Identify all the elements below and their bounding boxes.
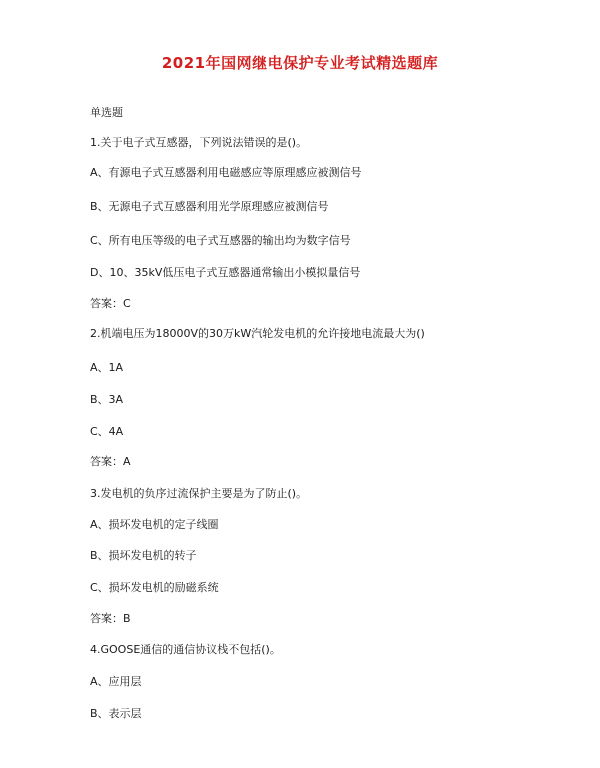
- question-2: 2.机端电压为18000V的30万kW汽轮发电机的允许接地电流最大为(): [90, 327, 425, 340]
- document-title: 2021年国网继电保护专业考试精选题库: [161, 54, 439, 72]
- question-1: 1.关于电子式互感器，下列说法错误的是()。: [90, 136, 308, 149]
- q1-option-c: C、所有电压等级的电子式互感器的输出均为数字信号: [90, 234, 351, 247]
- question-4: 4.GOOSE通信的通信协议栈不包括()。: [90, 643, 281, 656]
- q1-option-d: D、10、35kV低压电子式互感器通常输出小模拟量信号: [90, 266, 361, 279]
- q2-option-c: C、4A: [90, 425, 124, 438]
- q3-option-a: A、损坏发电机的定子线圈: [90, 518, 219, 531]
- q1-option-b: B、无源电子式互感器利用光学原理感应被测信号: [90, 200, 329, 213]
- q1-option-a: A、有源电子式互感器利用电磁感应等原理感应被测信号: [90, 166, 362, 179]
- q3-option-b: B、损坏发电机的转子: [90, 549, 197, 562]
- q4-option-a: A、应用层: [90, 675, 142, 688]
- q2-option-a: A、1A: [90, 361, 124, 374]
- q4-option-b: B、表示层: [90, 707, 142, 720]
- q1-answer: 答案：C: [90, 297, 131, 310]
- q2-answer: 答案：A: [90, 455, 131, 468]
- q3-option-c: C、损坏发电机的励磁系统: [90, 581, 219, 594]
- q2-option-b: B、3A: [90, 393, 124, 406]
- q3-answer: 答案：B: [90, 612, 131, 625]
- question-3: 3.发电机的负序过流保护主要是为了防止()。: [90, 487, 308, 500]
- section-heading: 单选题: [90, 106, 123, 119]
